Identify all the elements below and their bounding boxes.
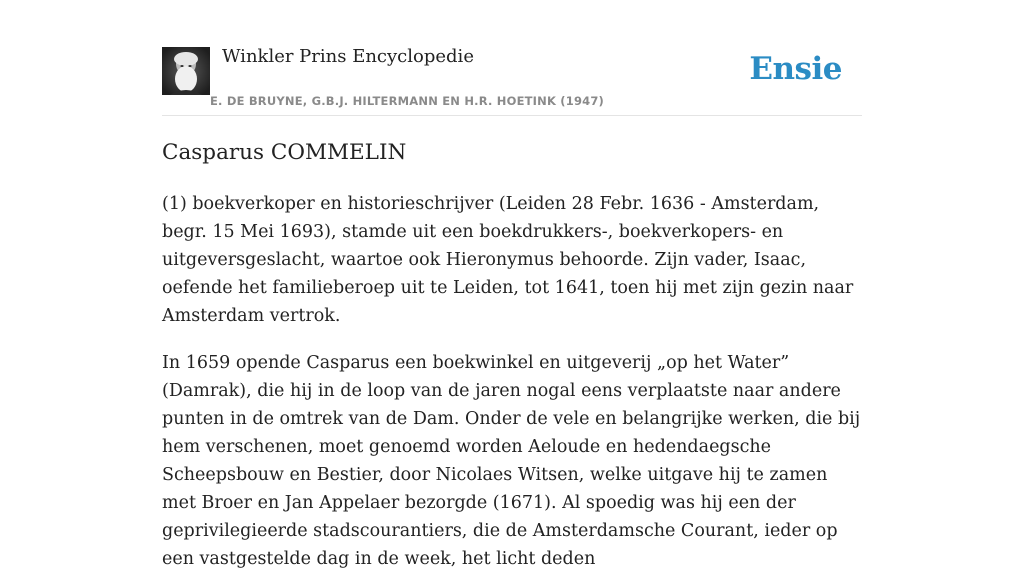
article-paragraph: (1) boekverkoper en historieschrijver (Leiden 28 Febr. 1636 - Amsterdam, begr. 15 Mei 1693), stamde uit een boekdrukkers-, boekverkopers- en uitgeversgeslacht, waartoe ook Hieronymus behoorde. Zijn vader, Isaac, oefende het familieberoep uit te Leiden, tot 1641, toen hij met zijn gezin naar Amsterdam vertrok.	[162, 194, 854, 326]
article-title: Casparus COMMELIN	[162, 140, 407, 165]
site-logo[interactable]: Ensie	[749, 51, 842, 87]
publication-header	[162, 45, 862, 116]
publication-title[interactable]: Winkler Prins Encyclopedie	[222, 46, 474, 67]
page	[162, 0, 862, 573]
portrait-photo-icon[interactable]	[162, 47, 210, 95]
publication-authors: E. DE BRUYNE, G.B.J. HILTERMANN EN H.R. HOETINK (1947)	[210, 94, 605, 108]
article-paragraph: In 1659 opende Casparus een boekwinkel en uitgeverij „op het Water” (Damrak), die hij in de loop van de jaren nogal eens verplaatste naar andere punten in de omtrek van de Dam. Onder de vele en belangrijke werken, die bij hem verschenen, moet genoemd worden Aeloude en hedendaegsche Scheepsbouw en Bestier, door Nicolaes Witsen, welke uitgave hij te zamen met Broer en Jan Appelaer bezorgde (1671). Al spoedig was hij een der geprivilegieerde stadscourantiers, die de Amsterdamsche Courant, ieder op een vastgestelde dag in de week, het licht deden	[162, 353, 861, 569]
